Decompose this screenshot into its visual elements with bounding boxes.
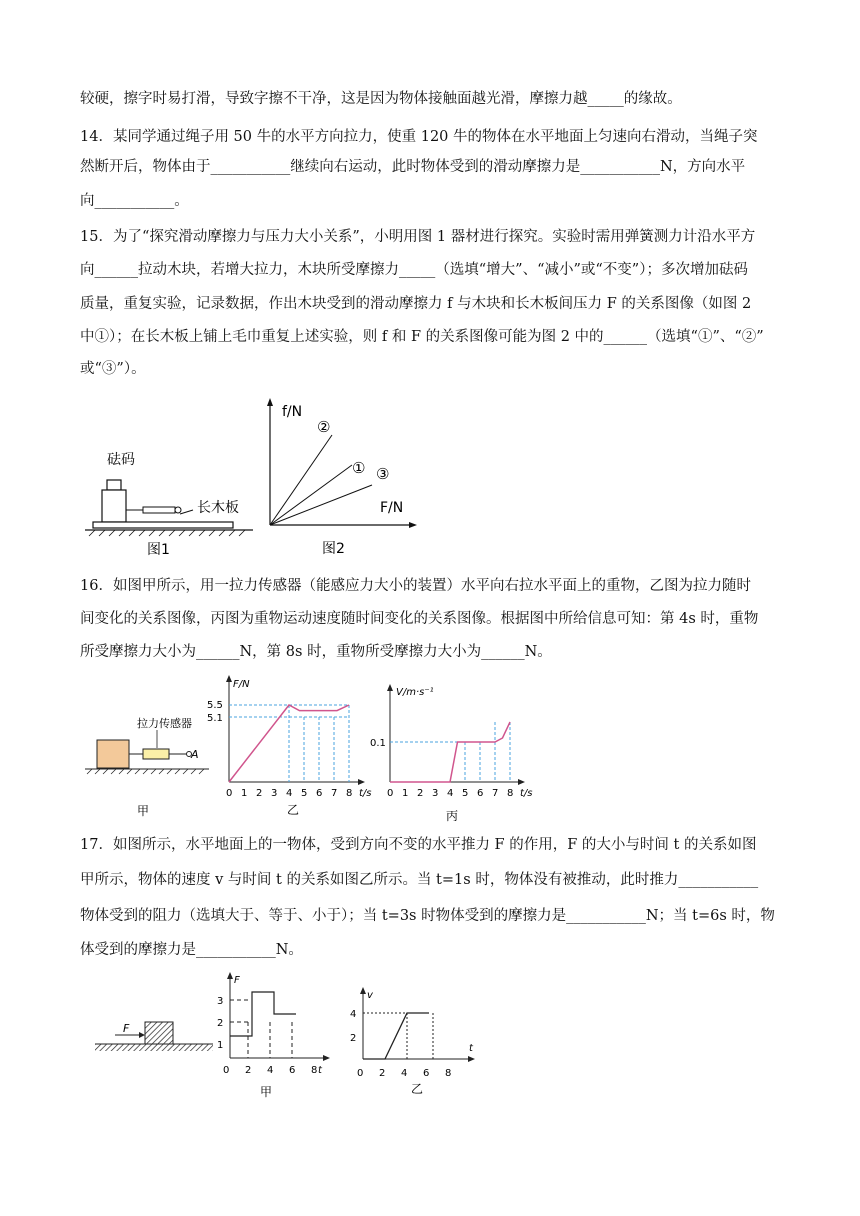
question-14-line: 然断开后，物体由于___________继续向右运动，此时物体受到的滑动摩擦力是___________N，方向水平 xyxy=(80,159,746,175)
x-tick-label: 2 xyxy=(417,788,424,799)
tick-2: 2 xyxy=(350,1033,357,1044)
sensor-label: 拉力传感器 xyxy=(137,717,192,730)
point-a-label: A xyxy=(191,748,199,761)
block xyxy=(145,1022,173,1044)
x-tick-label: 3 xyxy=(271,788,278,799)
tick-5-5: 5.5 xyxy=(207,700,223,711)
question-15-line: 中①）；在长木板上铺上毛巾重复上述实验，则 f 和 F 的关系图像可能为图 2 中的______（选填“①”、“②” xyxy=(80,329,764,345)
x-tick-label: 6 xyxy=(477,788,484,799)
question-15-line: 15．为了“探究滑动摩擦力与压力大小关系”，小明用图 1 器材进行探究。实验时需用弹簧测力计沿水平方 xyxy=(80,229,756,245)
x-tick-label: 1 xyxy=(402,788,409,799)
x-tick-label: 5 xyxy=(462,788,469,799)
tick-0-1: 0.1 xyxy=(370,738,386,749)
x-tick-label: 8 xyxy=(311,1065,318,1076)
x-tick-label: 0 xyxy=(226,788,233,799)
board-label: 长木板 xyxy=(197,500,239,516)
line-3 xyxy=(270,485,372,525)
x-tick-label: 0 xyxy=(387,788,394,799)
x-tick-label: 3 xyxy=(432,788,439,799)
figure-16-jia xyxy=(85,690,215,825)
line-3-label: ③ xyxy=(376,465,390,483)
long-board xyxy=(93,522,233,528)
figure-16-bing-chart xyxy=(360,682,535,827)
question-15-line: 或“③”）。 xyxy=(80,361,146,377)
figure-17-block xyxy=(95,1010,215,1060)
spring-scale xyxy=(143,507,175,513)
x-tick-label: 0 xyxy=(223,1065,230,1076)
t-axis-label: t/s xyxy=(520,788,533,799)
figure-17-yi-chart xyxy=(345,985,480,1100)
y-axis-label: f/N xyxy=(282,404,303,420)
x-tick-label: 8 xyxy=(507,788,514,799)
tick-5-1: 5.1 xyxy=(207,713,223,724)
question-16-line: 16．如图甲所示，用一拉力传感器（能感应力大小的装置）水平向右拉水平面上的重物，乙图为拉力随时 xyxy=(80,578,751,594)
jia-caption: 甲 xyxy=(137,804,150,818)
x-tick-label: 4 xyxy=(286,788,293,799)
weight-shape xyxy=(107,480,121,490)
x-tick-label: 6 xyxy=(289,1065,296,1076)
V-axis-label: V/m·s⁻¹ xyxy=(396,687,434,698)
ground-hatch xyxy=(89,530,245,536)
x-tick-label: 8 xyxy=(445,1068,452,1079)
weight-label: 砝码 xyxy=(107,452,135,468)
question-15-line: 向______拉动木块，若增大拉力，木块所受摩擦力_____（选填“增大”、“减小”或“不变”）；多次增加砝码 xyxy=(80,262,748,278)
question-16-line: 间变化的关系图像，丙图为重物运动速度随时间变化的关系图像。根据图中所给信息可知：第 4s 时，重物 xyxy=(80,611,759,627)
x-tick-label: 7 xyxy=(492,788,499,799)
fig1-caption: 图1 xyxy=(147,542,170,558)
x-tick-label: 2 xyxy=(256,788,263,799)
question-17-line: 体受到的摩擦力是___________N。 xyxy=(80,942,303,958)
F-axis-label: F xyxy=(234,975,240,986)
force-arrow xyxy=(139,1032,145,1038)
question-17-line: 17．如图所示，水平地面上的一物体，受到方向不变的水平推力 F 的作用，F 的大小与时间 t 的关系如图 xyxy=(80,837,757,853)
x-tick-label: 2 xyxy=(245,1065,252,1076)
figure-17-jia-chart xyxy=(205,970,335,1100)
line-1 xyxy=(270,465,352,525)
bing-caption: 丙 xyxy=(446,809,459,823)
jia-caption: 甲 xyxy=(260,1085,273,1099)
F-axis-label: F/N xyxy=(233,679,250,690)
yi-caption: 乙 xyxy=(287,803,300,817)
t-axis-label: t xyxy=(318,1065,322,1076)
x-tick-label: 4 xyxy=(267,1065,274,1076)
t-axis-label: t xyxy=(469,1043,473,1054)
x-tick-label: 2 xyxy=(379,1068,386,1079)
question-14-line: 向___________。 xyxy=(80,193,189,209)
line-1-label: ① xyxy=(352,459,366,477)
line-2-label: ② xyxy=(317,418,331,436)
x-tick-label: 1 xyxy=(241,788,248,799)
wooden-block xyxy=(102,490,126,522)
x-tick-label: 6 xyxy=(316,788,323,799)
x-tick-label: 8 xyxy=(346,788,353,799)
velocity-curve xyxy=(390,722,510,782)
question-17-line: 甲所示，物体的速度 v 与时间 t 的关系如图乙所示。当 t=1s 时，物体没有被推动，此时推力___________ xyxy=(80,872,759,888)
question-15-line: 质量，重复实验，记录数据，作出木块受到的滑动摩擦力 f 与木块和长木板间压力 F 的关系图像（如图 2 xyxy=(80,296,752,312)
tick-4: 4 xyxy=(350,1009,357,1020)
velocity-curve xyxy=(363,1013,429,1059)
text-line: 较硬，擦字时易打滑，导致字擦不干净，这是因为物体接触面越光滑，摩擦力越_____的缘故。 xyxy=(80,91,682,107)
tick-1: 1 xyxy=(217,1040,224,1051)
line-2 xyxy=(270,435,332,525)
x-axis-label: F/N xyxy=(380,500,404,516)
heavy-object xyxy=(97,740,129,768)
t-axis-label: t/s xyxy=(359,788,372,799)
force-sensor xyxy=(143,749,169,759)
figure-2-graph xyxy=(262,395,422,560)
fig2-caption: 图2 xyxy=(322,541,345,557)
x-tick-label: 4 xyxy=(401,1068,408,1079)
figure-16-yi-chart xyxy=(205,672,380,822)
question-14-line: 14．某同学通过绳子用 50 牛的水平方向拉力，使重 120 牛的物体在水平地面上匀速向右滑动，当绳子突 xyxy=(80,129,758,145)
x-tick-label: 6 xyxy=(423,1068,430,1079)
x-tick-label: 4 xyxy=(447,788,454,799)
x-tick-label: 5 xyxy=(301,788,308,799)
figure-1-apparatus xyxy=(85,450,260,560)
yi-caption: 乙 xyxy=(411,1082,424,1096)
tick-2: 2 xyxy=(217,1018,224,1029)
question-16-line: 所受摩擦力大小为______N，第 8s 时，重物所受摩擦力大小为______N。 xyxy=(80,644,552,660)
question-17-line: 物体受到的阻力（选填大于、等于、小于）；当 t=3s 时物体受到的摩擦力是___________N；当 t=6s 时，物 xyxy=(80,908,775,924)
x-tick-label: 0 xyxy=(357,1068,364,1079)
v-axis-label: v xyxy=(367,990,373,1001)
force-step-curve xyxy=(230,992,296,1036)
force-label: F xyxy=(123,1022,130,1035)
tick-3: 3 xyxy=(217,996,224,1007)
x-tick-label: 7 xyxy=(331,788,338,799)
